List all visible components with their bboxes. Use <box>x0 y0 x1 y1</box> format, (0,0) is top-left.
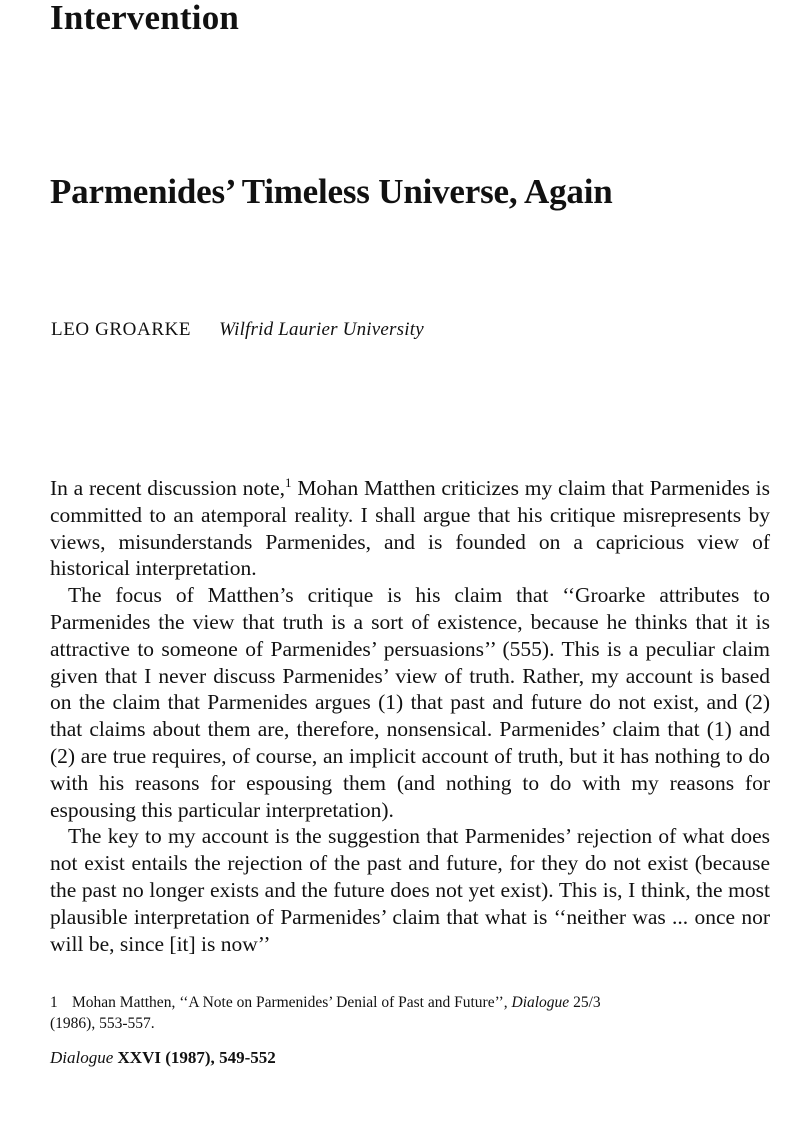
paragraph-2: The focus of Matthen’s critique is his claim that ‘‘Groarke attributes to Parmenides the view that truth is a sort of existence, because he thinks that it is attractive to someone of Parmenides’ persuasions’’ (555). This is a peculiar claim given that I never discuss Parmenides’ view of truth. Rather, my account is based on the claim that Parmenides argues (1) that past and future do not exist, and (2) that claims about them are, therefore, nonsensical. Parmenides’ claim that (1) and (2) are true requires, of course, an implicit account of truth, but it has nothing to do with his reasons for espousing them (and nothing to do with my reasons for espousing this particular interpretation). <box>50 583 770 822</box>
footnote <box>50 992 770 1034</box>
paragraph-1-rest: Mohan Matthen criticizes my claim that Parmenides is committed to an atemporal reality. I shall argue that his critique misrepresents by views, misunderstands Parmenides, and is founded on a capricious view of historical interpretation. <box>50 476 770 581</box>
article-title: Parmenides’ Timeless Universe, Again <box>50 172 613 211</box>
footnote-text-tail: 25/3 <box>569 994 601 1011</box>
footer-pages: 549-552 <box>219 1048 276 1067</box>
footnote-reference[interactable]: 1 <box>285 475 292 490</box>
running-footer <box>50 1047 276 1069</box>
paragraph-1-lead: In a recent discussion note, <box>50 476 286 500</box>
footnote-text-lead: Mohan Matthen, ‘‘A Note on Parmenides’ Denial of Past and Future’’, <box>72 994 512 1011</box>
footnote-number: 1 <box>50 994 58 1011</box>
paragraph-3: The key to my account is the suggestion that Parmenides’ rejection of what does not exist entails the rejection of the past and future, for they do not exist (because the past no longer exists and the future does not yet exist). This is, I think, the most plausible interpretation of Parmenides’ claim that what is ‘‘neither was ... once nor will be, since [it] is now’’ <box>50 824 770 956</box>
footer-journal: Dialogue <box>50 1048 114 1067</box>
footnote-continuation: (1986), 553-557. <box>50 1015 155 1032</box>
byline <box>51 317 424 343</box>
paragraph-1 <box>50 475 770 582</box>
section-label: Intervention <box>50 0 240 37</box>
author-affiliation: Wilfrid Laurier University <box>219 319 424 340</box>
author-name: LEO GROARKE <box>51 319 192 340</box>
article-body <box>50 475 770 957</box>
footnote-journal: Dialogue <box>511 994 570 1011</box>
footer-volume: XXVI (1987), <box>117 1048 215 1067</box>
